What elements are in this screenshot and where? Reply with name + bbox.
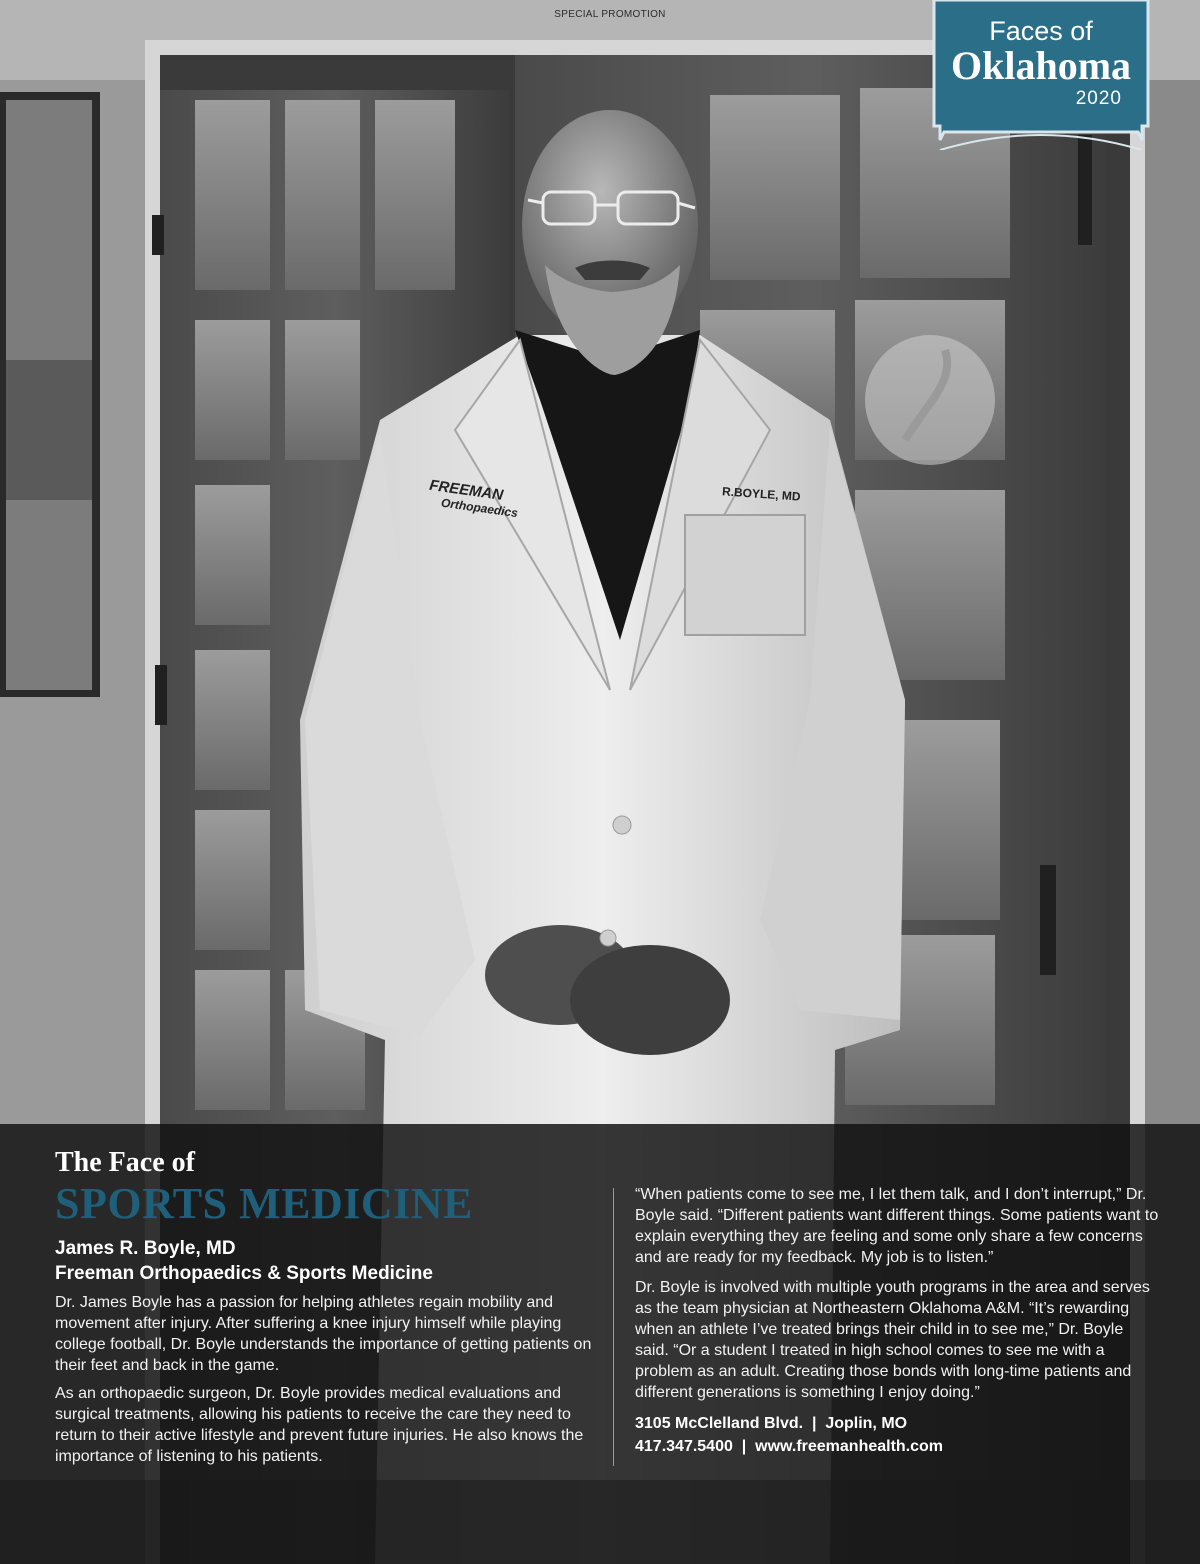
special-promotion-label: SPECIAL PROMOTION bbox=[554, 9, 666, 20]
right-paragraph-2: Dr. Boyle is involved with multiple youth programs in the area and serves as the team physician at Northeastern Oklahoma A&M. “It’s rewarding when an athlete I’ve treated brings their child in to see me,” Dr. Boyle said. “Or a student I treated in high school comes to see me with a problem as an adult. Creating those bonds with long-time patients and different generations is something I enjoy doing.” bbox=[635, 1279, 1150, 1401]
practice-name: Freeman Orthopaedics & Sports Medicine bbox=[55, 1263, 433, 1284]
badge-title-line1: Faces of bbox=[989, 16, 1093, 46]
badge-year: 2020 bbox=[1075, 88, 1122, 109]
doctor-name: James R. Boyle, MD bbox=[55, 1238, 236, 1259]
coat-name-tag: R.BOYLE, MD bbox=[721, 484, 802, 504]
article-left-column bbox=[55, 1146, 603, 1474]
article-kicker: The Face of bbox=[55, 1147, 195, 1178]
phone-website-line: 417.347.5400 | www.freemanhealth.com bbox=[635, 1438, 944, 1455]
left-paragraph-2: As an orthopaedic surgeon, Dr. Boyle provides medical evaluations and surgical treatments, allowing his patients to receive the care they need to return to their active lifestyle and prevent future injuries. He also knows the importance of listening to his patients. bbox=[55, 1385, 584, 1465]
address-line: 3105 McClelland Blvd. | Joplin, MO bbox=[635, 1415, 908, 1432]
faces-of-oklahoma-badge bbox=[930, 0, 1152, 150]
badge-title-line2: Oklahoma bbox=[950, 43, 1132, 88]
right-paragraph-1: “When patients come to see me, I let them talk, and I don’t interrupt,” Dr. Boyle said. “Different patients want different things. Some patients want to explain everything they are feeling and some only share a few concerns and are ready for my feedback. My job is to listen.” bbox=[635, 1186, 1159, 1266]
left-paragraph-1: Dr. James Boyle has a passion for helping athletes regain mobility and movement after injury. After suffering a knee injury himself while playing college football, Dr. Boyle understands the importance of getting patients on their feet and back in the game. bbox=[55, 1294, 592, 1374]
article-headline: SPORTS MEDICINE bbox=[55, 1179, 473, 1228]
article-right-column bbox=[635, 1184, 1160, 1458]
coat-logo-department: Orthopaedics bbox=[440, 495, 519, 521]
column-divider bbox=[613, 1188, 614, 1466]
coat-logo-brand: FREEMAN bbox=[428, 476, 505, 504]
